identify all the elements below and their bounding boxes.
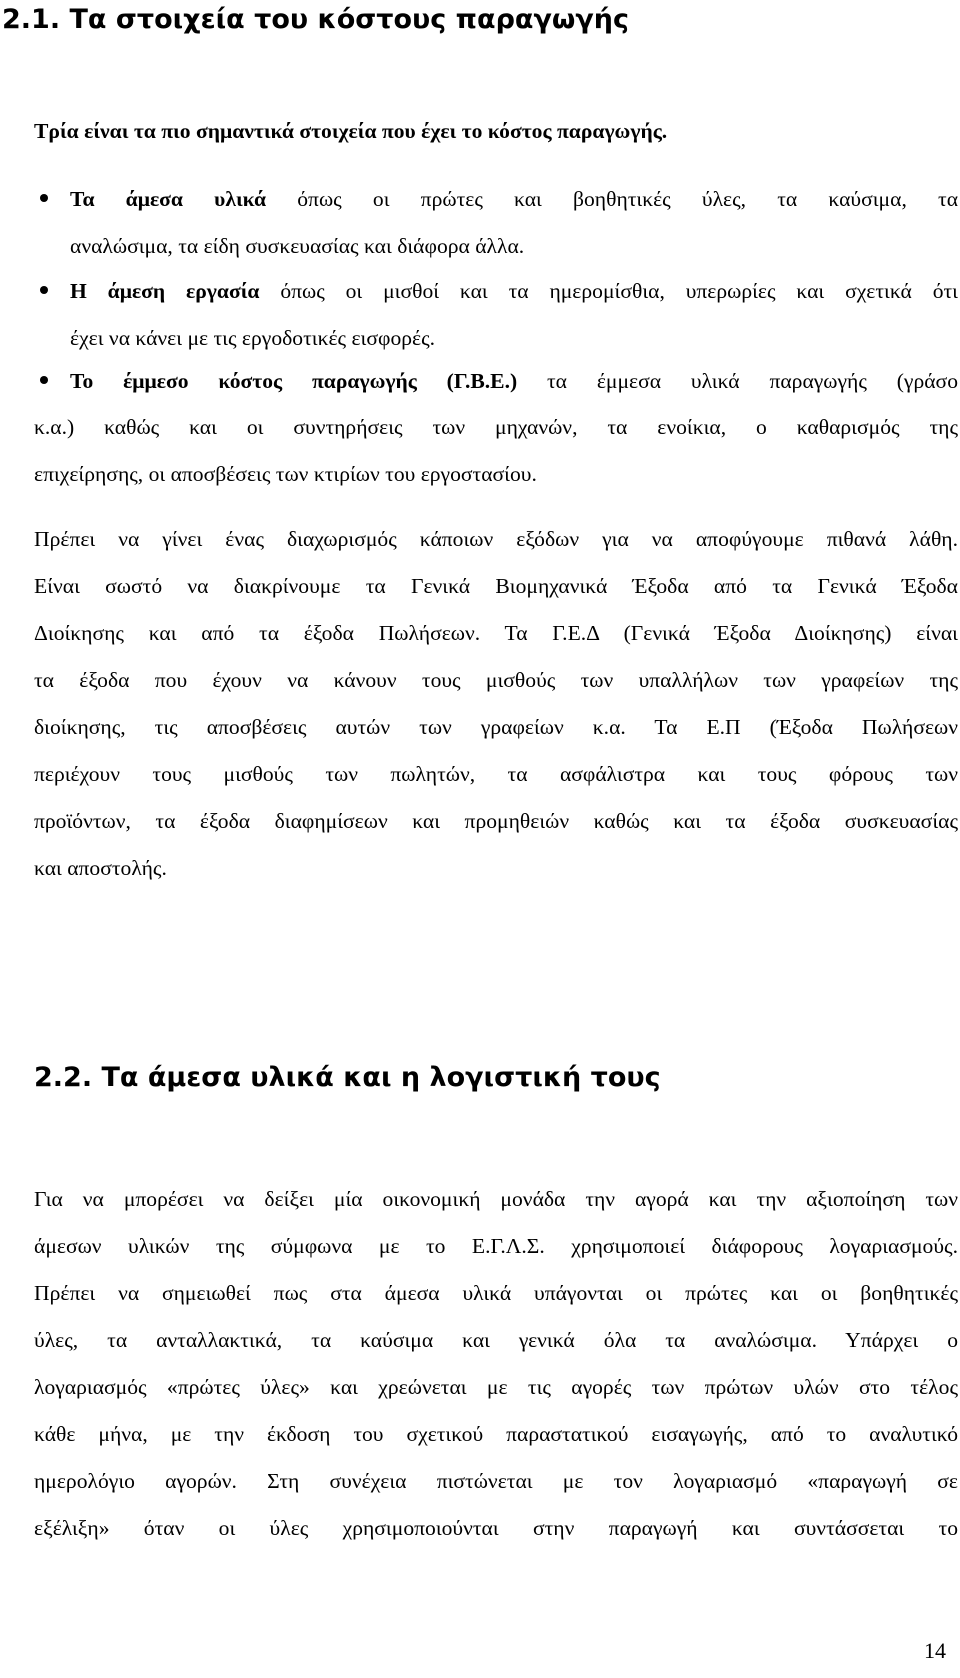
paragraph-line: ημερολόγιο αγορών. Στη συνέχεια πιστώνεται με τον λογαριασμό «παραγωγή σε: [34, 1469, 958, 1493]
bullet-icon: [40, 286, 48, 294]
bullet-text: [70, 268, 958, 362]
bullet-icon: [40, 194, 48, 202]
bullet-line: έχει να κάνει με τις εργοδοτικές εισφορές.: [70, 326, 436, 350]
paragraph-line: ύλες, τα ανταλλακτικά, τα καύσιμα και γενικά όλα τα αναλώσιμα. Υπάρχει ο: [34, 1328, 958, 1352]
bullet-icon: [40, 376, 48, 384]
paragraph-line: κάθε μήνα, με την έκδοση του σχετικού παραστατικού εισαγωγής, από το αναλυτικό: [34, 1422, 958, 1446]
bullet-lead: Το έμμεσο κόστος παραγωγής (Γ.Β.Ε.): [70, 369, 518, 393]
bullet-line: [70, 358, 958, 405]
paragraph-line: τα έξοδα που έχουν να κάνουν τους μισθούς των υπαλλήλων των γραφείων της: [34, 668, 958, 692]
page-number: 14: [924, 1638, 946, 1663]
paragraph-line: άμεσων υλικών της σύμφωνα με το Ε.Γ.Λ.Σ. χρησιμοποιεί διάφορους λογαριασμούς.: [34, 1234, 958, 1258]
paragraph-line: και αποστολής.: [34, 856, 167, 880]
bullet-text: [70, 358, 958, 405]
bullet-line-rest: τα έμμεσα υλικά παραγωγής (γράσο: [517, 369, 958, 393]
paragraph-line: Για να μπορέσει να δείξει μία οικονομική μονάδα την αγορά και την αξιοποίηση των: [34, 1187, 958, 1211]
paragraph-line: Είναι σωστό να διακρίνουμε τα Γενικά Βιομηχανικά Έξοδα από τα Γενικά Έξοδα: [34, 574, 958, 598]
paragraph-line: εξέλιξη» όταν οι ύλες χρησιμοποιούνται στην παραγωγή και συντάσσεται το: [34, 1516, 958, 1540]
paragraph-line: Διοίκησης και από τα έξοδα Πωλήσεων. Τα Γ.Ε.Δ (Γενικά Έξοδα Διοίκησης) είναι: [34, 621, 958, 645]
bullet-line-rest: όπως οι πρώτες και βοηθητικές ύλες, τα καύσιμα, τα: [266, 187, 958, 211]
intro-sentence: [34, 108, 958, 155]
bullet-line: αναλώσιμα, τα είδη συσκευασίας και διάφορα άλλα.: [70, 234, 525, 258]
section-1-paragraph: [34, 516, 958, 892]
bullet-continuation: [34, 404, 958, 498]
paragraph-line: Πρέπει να γίνει ένας διαχωρισμός κάποιων εξόδων για να αποφύγουμε πιθανά λάθη.: [34, 527, 958, 551]
section-2-paragraph: [34, 1176, 958, 1552]
paragraph-line: προϊόντων, τα έξοδα διαφημίσεων και προμηθειών καθώς και τα έξοδα συσκευασίας: [34, 809, 958, 833]
bullet-lead: Τα άμεσα υλικά: [70, 187, 267, 211]
bullet-line: [70, 268, 958, 315]
paragraph-line: διοίκησης, τις αποσβέσεις αυτών των γραφείων κ.α. Τα Ε.Π (Έξοδα Πωλήσεων: [34, 715, 958, 739]
bullet-text: [70, 176, 958, 270]
section-heading-2-1: 2.1. Τα στοιχεία του κόστους παραγωγής: [2, 4, 629, 35]
paragraph-line: Πρέπει να σημειωθεί πως στα άμεσα υλικά υπάγονται οι πρώτες και οι βοηθητικές: [34, 1281, 958, 1305]
bullet-line: [70, 176, 958, 223]
section-heading-2-2: 2.2. Τα άμεσα υλικά και η λογιστική τους: [34, 1062, 661, 1093]
bullet-line: κ.α.) καθώς και οι συντηρήσεις των μηχανών, τα ενοίκια, ο καθαρισμός της: [34, 415, 958, 439]
bullet-lead: Η άμεση εργασία: [70, 279, 260, 303]
bullet-line-rest: όπως οι μισθοί και τα ημερομίσθια, υπερωρίες και σχετικά ότι: [259, 279, 958, 303]
bullet-line: επιχείρησης, οι αποσβέσεις των κτιρίων του εργοστασίου.: [34, 462, 537, 486]
intro-line: Τρία είναι τα πιο σημαντικά στοιχεία που έχει το κόστος παραγωγής.: [34, 119, 668, 143]
paragraph-line: λογαριασμός «πρώτες ύλες» και χρεώνεται με τις αγορές των πρώτων υλών στο τέλος: [34, 1375, 958, 1399]
paragraph-line: περιέχουν τους μισθούς των πωλητών, τα ασφάλιστρα και τους φόρους των: [34, 762, 958, 786]
